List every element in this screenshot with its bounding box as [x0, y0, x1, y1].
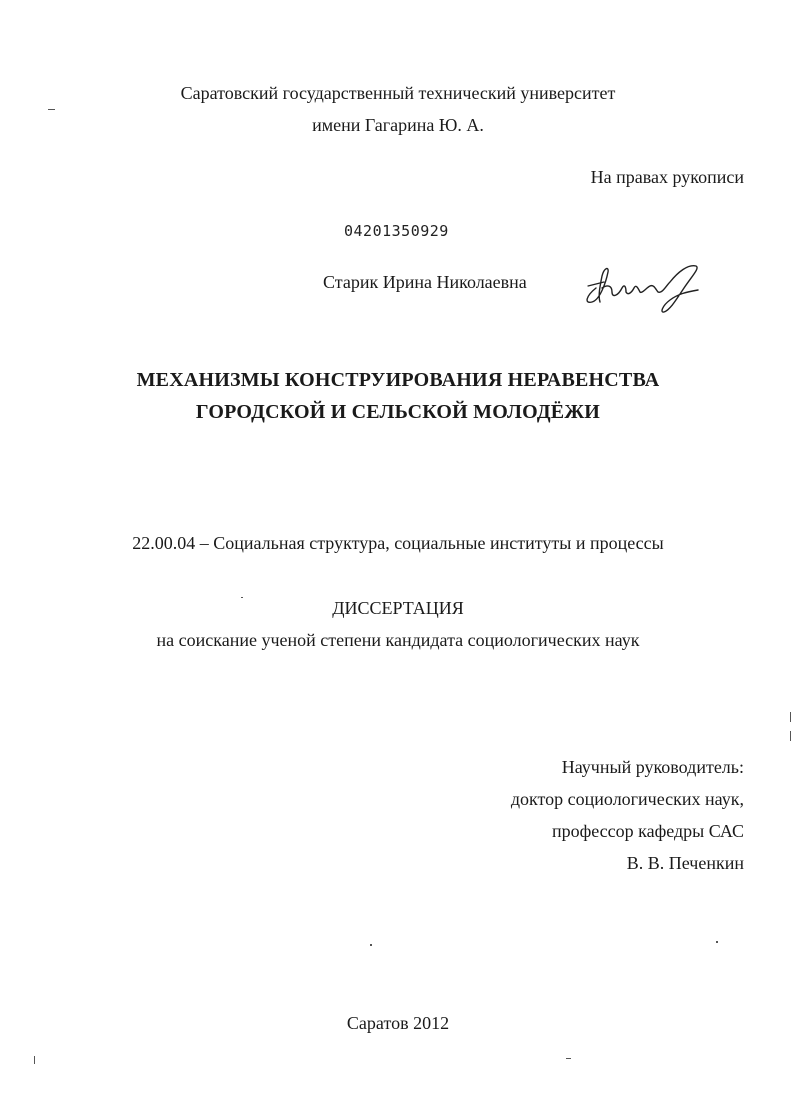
author-name: Старик Ирина Николаевна	[323, 272, 527, 292]
supervisor-label: Научный руководитель:	[561, 757, 744, 777]
dissertation-title-line1: МЕХАНИЗМЫ КОНСТРУИРОВАНИЯ НЕРАВЕНСТВА	[136, 369, 660, 391]
scan-speck	[370, 944, 372, 946]
scan-speck	[790, 712, 791, 722]
scan-speck	[716, 941, 718, 943]
supervisor-name: В. В. Печенкин	[626, 853, 744, 873]
document-code-stamp: 04201350929	[344, 222, 449, 240]
scan-speck	[566, 1058, 571, 1059]
document-type: ДИССЕРТАЦИЯ	[332, 598, 464, 618]
rights-note: На правах рукописи	[590, 167, 744, 187]
scan-speck	[241, 597, 243, 598]
city-year: Саратов 2012	[346, 1013, 450, 1033]
university-name-line1: Саратовский государственный технический университет	[180, 83, 616, 103]
scan-speck	[48, 109, 55, 110]
specialty-line: 22.00.04 – Социальная структура, социальные институты и процессы	[132, 533, 664, 553]
dissertation-title-line2: ГОРОДСКОЙ И СЕЛЬСКОЙ МОЛОДЁЖИ	[195, 401, 601, 423]
university-name-line2: имени Гагарина Ю. А.	[312, 115, 484, 135]
supervisor-degree: доктор социологических наук,	[510, 789, 744, 809]
author-signature-icon	[578, 258, 708, 318]
supervisor-position: профессор кафедры САС	[551, 821, 744, 841]
scan-speck	[790, 731, 791, 741]
scan-speck	[34, 1056, 35, 1064]
degree-purpose: на соискание ученой степени кандидата социологических наук	[156, 630, 640, 650]
